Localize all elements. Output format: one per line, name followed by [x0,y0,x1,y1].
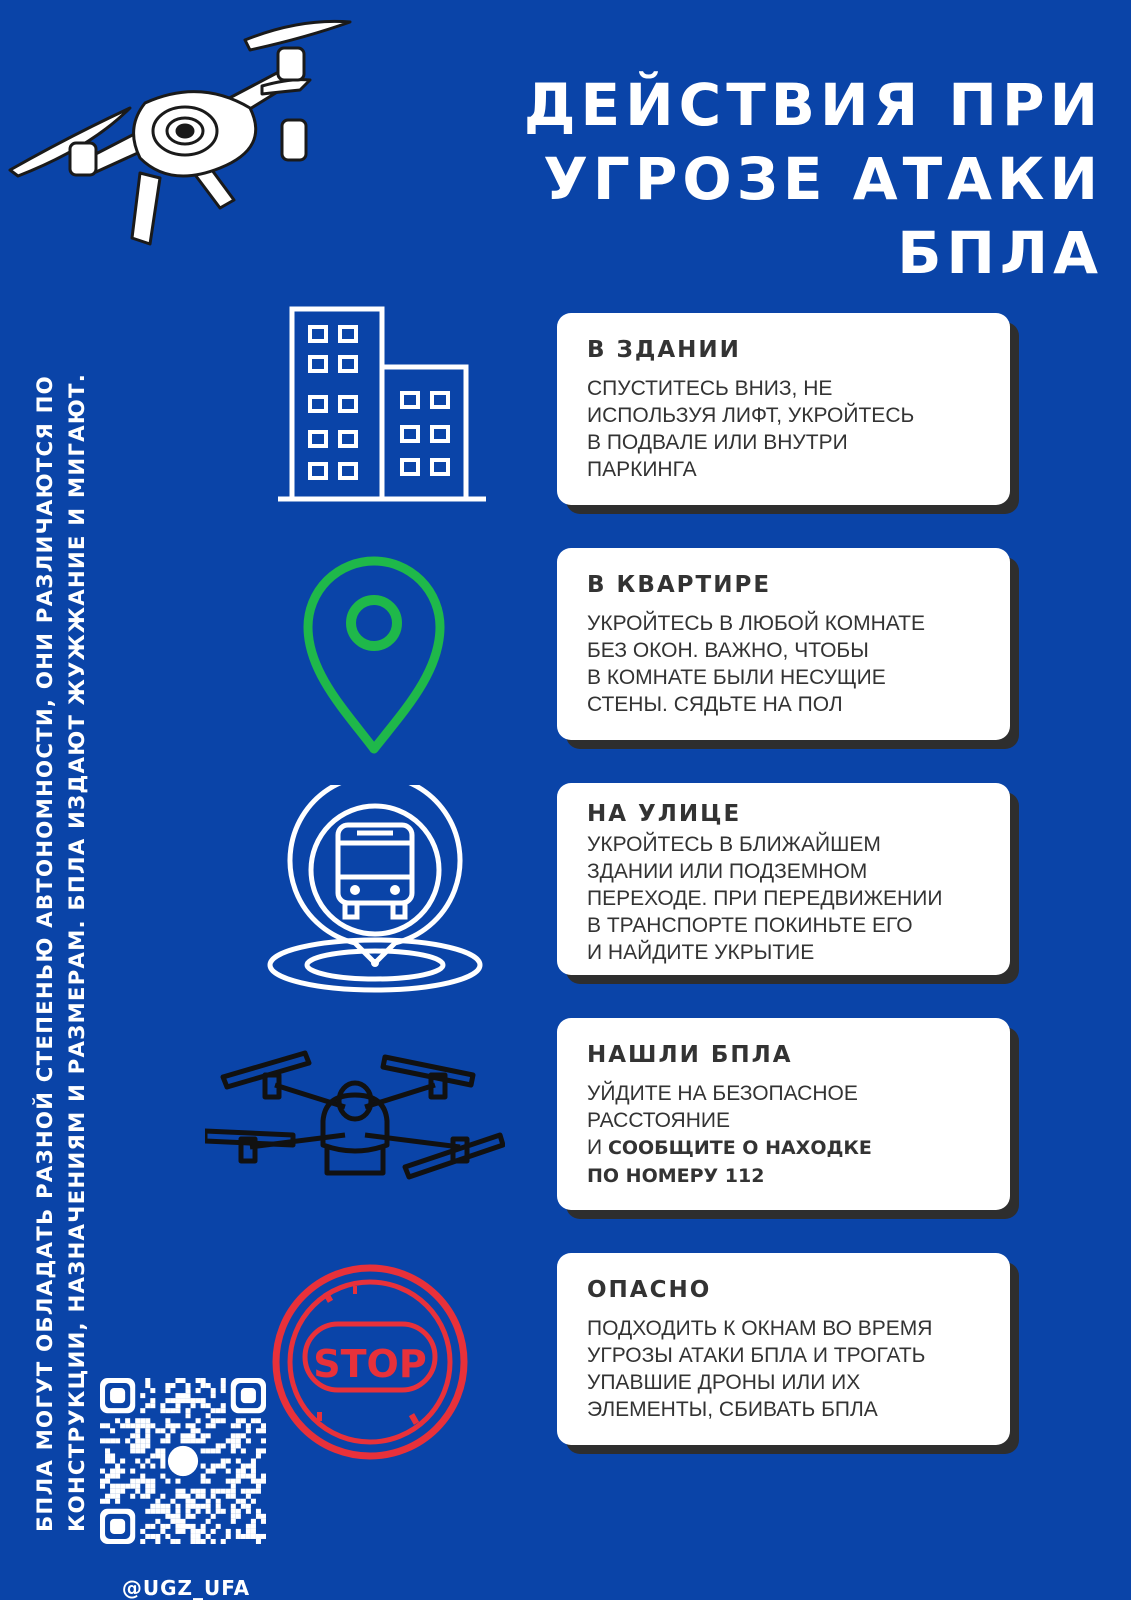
card-heading: НА УЛИЦЕ [587,801,742,827]
title-line-2: УГРОЗЕ АТАКИ БПЛА [543,145,1103,287]
side-note [30,257,118,1532]
location-pin-icon [302,553,447,758]
side-note-line-1: БПЛА МОГУТ ОБЛАДАТЬ РАЗНОЙ СТЕПЕНЬЮ АВТОНОМНОСТИ, ОНИ РАЗЛИЧАЮТСЯ ПО [33,375,58,1532]
drone-illustration-icon [0,8,360,258]
card-found-drone [557,1018,1010,1210]
card-text-bold: СООБЩИТЕ О НАХОДКЕ ПО НОМЕРУ 112 [587,1137,872,1187]
stop-sign-icon [265,1262,475,1462]
page-title [343,68,1103,290]
card-text-regular: УЙДИТЕ НА БЕЗОПАСНОЕ РАССТОЯНИЕ И [587,1082,858,1159]
title-line-1: ДЕЙСТВИЯ ПРИ [523,71,1103,139]
card-heading: В КВАРТИРЕ [587,572,772,598]
card-text: УКРОЙТЕСЬ В ЛЮБОЙ КОМНАТЕ БЕЗ ОКОН. ВАЖНО, ЧТОБЫ В КОМНАТЕ БЫЛИ НЕСУЩИЕ СТЕНЫ. СЯДЬТЕ НА ПОЛ [587,612,925,716]
social-handle[interactable]: @UGZ_UFA [121,1576,251,1600]
card-in-apartment [557,548,1010,740]
card-text: УКРОЙТЕСЬ В БЛИЖАЙШЕМ ЗДАНИИ ИЛИ ПОДЗЕМНОМ ПЕРЕХОДЕ. ПРИ ПЕРЕДВИЖЕНИИ В ТРАНСПОРТЕ ПОКИНЬТЕ ЕГО И НАЙДИТЕ УКРЫТИЕ [587,833,943,964]
qr-code-icon[interactable] [100,1378,266,1544]
card-heading: ОПАСНО [587,1277,712,1303]
building-icon [278,305,488,510]
card-heading: НАШЛИ БПЛА [587,1042,793,1068]
card-text: ПОДХОДИТЬ К ОКНАМ ВО ВРЕМЯ УГРОЗЫ АТАКИ БПЛА И ТРОГАТЬ УПАВШИЕ ДРОНЫ ИЛИ ИХ ЭЛЕМЕНТЫ, СБИВАТЬ БПЛА [587,1317,933,1421]
bus-stop-pin-icon [265,785,485,995]
card-in-building [557,313,1010,505]
card-text [587,1080,980,1190]
card-heading: В ЗДАНИИ [587,337,741,363]
card-on-street [557,783,1010,975]
side-note-line-2: КОНСТРУКЦИИ, НАЗНАЧЕНИЯМ И РАЗМЕРАМ. БПЛА ИЗДАЮТ ЖУЖЖАНИЕ И МИГАЮТ. [65,372,90,1532]
drone-icon [205,1035,505,1205]
stop-sign-label: STOP [313,1342,427,1386]
card-danger [557,1253,1010,1445]
card-text: СПУСТИТЕСЬ ВНИЗ, НЕ ИСПОЛЬЗУЯ ЛИФТ, УКРОЙТЕСЬ В ПОДВАЛЕ ИЛИ ВНУТРИ ПАРКИНГА [587,377,915,481]
